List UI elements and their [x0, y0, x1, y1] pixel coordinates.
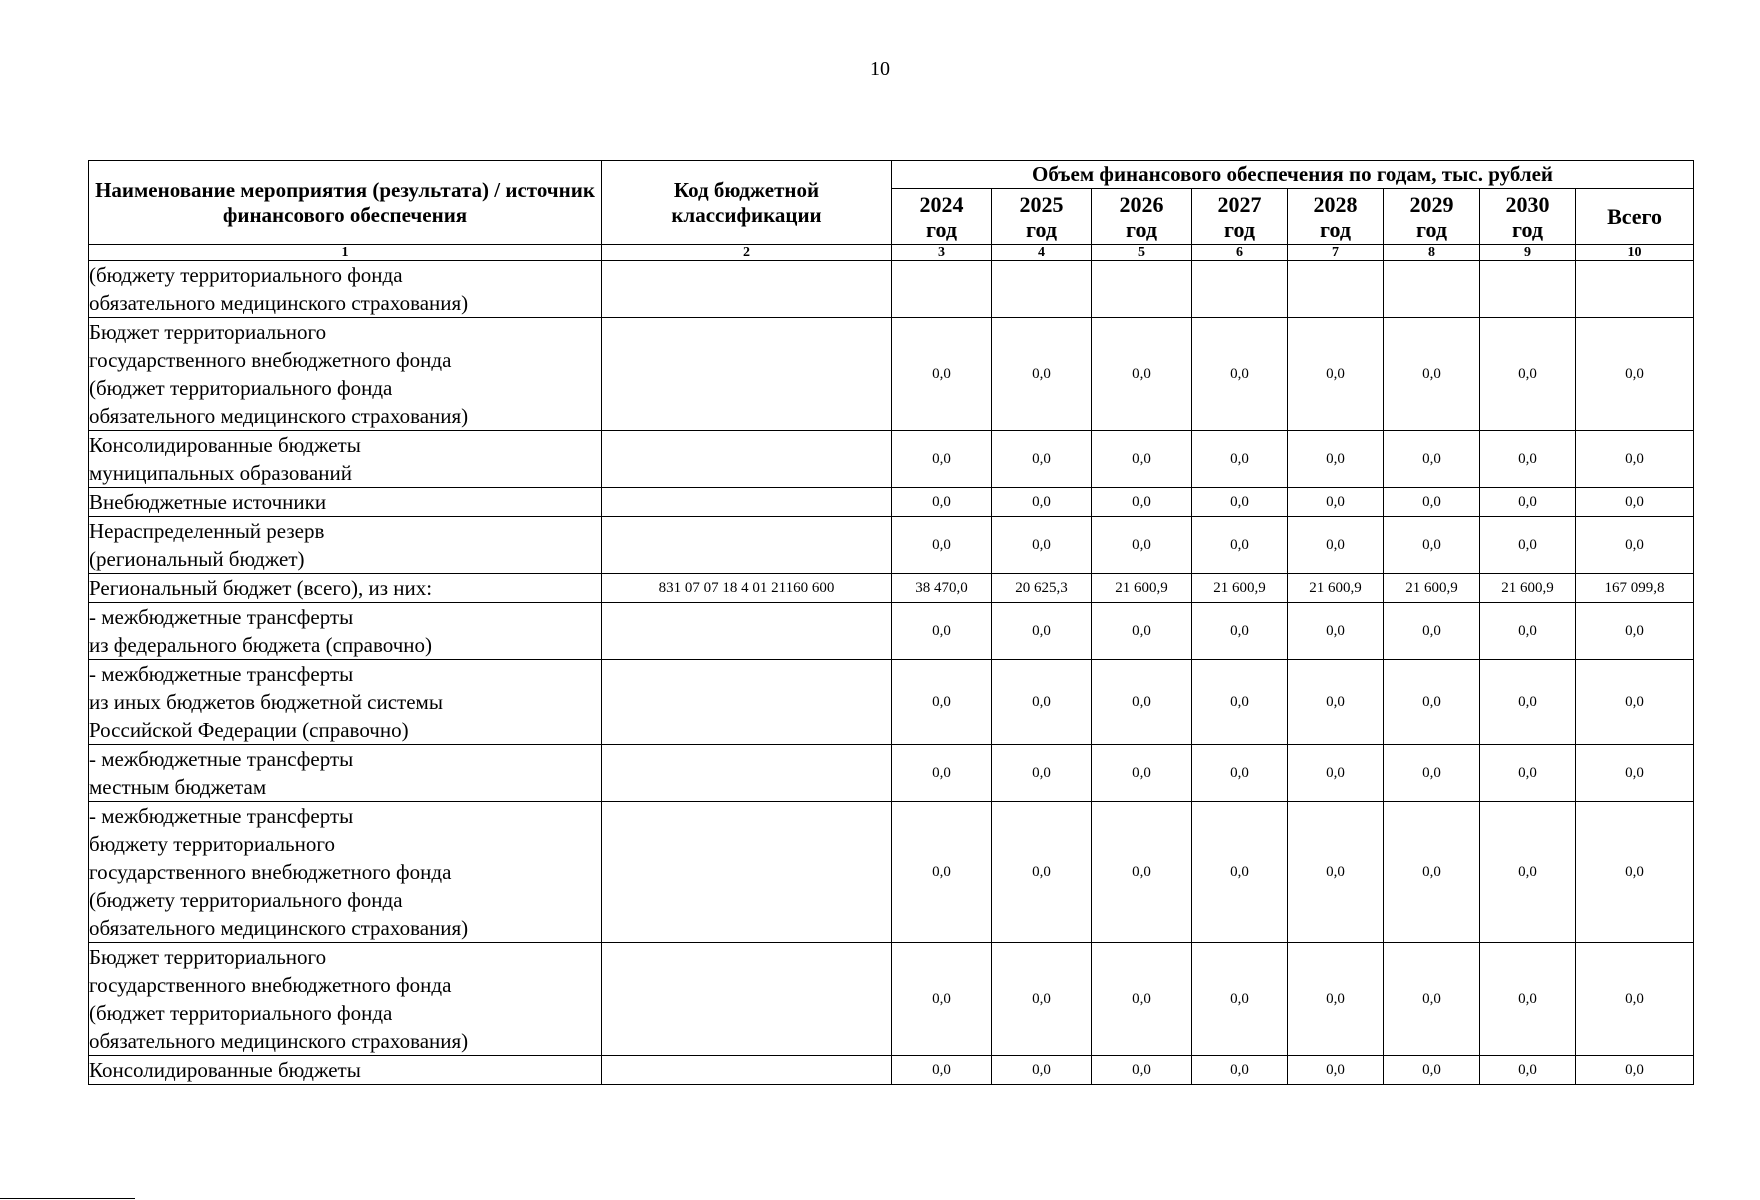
row-year-value — [1288, 261, 1384, 318]
row-year-value: 0,0 — [1480, 603, 1576, 660]
row-year-value: 0,0 — [892, 802, 992, 943]
header-year-2030: 2030 год — [1480, 189, 1576, 245]
row-total-value: 0,0 — [1576, 488, 1694, 517]
row-total-value: 0,0 — [1576, 802, 1694, 943]
row-budget-code — [602, 660, 892, 745]
column-number-row — [89, 245, 1694, 261]
row-year-value: 0,0 — [1192, 517, 1288, 574]
row-year-value: 0,0 — [1384, 603, 1480, 660]
row-total-value: 0,0 — [1576, 318, 1694, 431]
row-total-value — [1576, 261, 1694, 318]
row-year-value: 0,0 — [992, 943, 1092, 1056]
col-number: 3 — [892, 245, 992, 261]
row-year-value: 0,0 — [992, 1056, 1092, 1085]
row-name: Бюджет территориального государственного внебюджетного фонда (бюджет территориального фонда обязательного медицинского страхования) — [89, 943, 602, 1056]
row-budget-code — [602, 431, 892, 488]
row-year-value: 0,0 — [1288, 431, 1384, 488]
row-total-value: 0,0 — [1576, 943, 1694, 1056]
row-year-value — [1480, 261, 1576, 318]
col-number: 7 — [1288, 245, 1384, 261]
row-year-value: 0,0 — [1092, 517, 1192, 574]
row-year-value: 0,0 — [1288, 488, 1384, 517]
row-year-value: 21 600,9 — [1092, 574, 1192, 603]
row-year-value: 0,0 — [892, 943, 992, 1056]
row-year-value: 0,0 — [1288, 318, 1384, 431]
row-budget-code — [602, 745, 892, 802]
row-year-value: 0,0 — [1192, 488, 1288, 517]
row-year-value: 0,0 — [1384, 488, 1480, 517]
row-year-value: 0,0 — [892, 488, 992, 517]
col-number: 4 — [992, 245, 1092, 261]
row-name: - межбюджетные трансферты бюджету территориального государственного внебюджетного фонда (бюджету территориального фонда обязательного медицинского страхования) — [89, 802, 602, 943]
row-budget-code — [602, 488, 892, 517]
row-year-value: 0,0 — [1092, 660, 1192, 745]
row-budget-code — [602, 943, 892, 1056]
col-number: 9 — [1480, 245, 1576, 261]
row-year-value — [992, 261, 1092, 318]
row-name: Консолидированные бюджеты муниципальных образований — [89, 431, 602, 488]
row-budget-code — [602, 1056, 892, 1085]
row-total-value: 167 099,8 — [1576, 574, 1694, 603]
row-year-value — [892, 261, 992, 318]
row-budget-code — [602, 517, 892, 574]
row-year-value: 0,0 — [1384, 745, 1480, 802]
row-year-value: 0,0 — [992, 318, 1092, 431]
col-number: 10 — [1576, 245, 1694, 261]
row-year-value: 0,0 — [1480, 431, 1576, 488]
row-year-value: 0,0 — [892, 1056, 992, 1085]
table-row — [89, 318, 1694, 431]
row-name: Региональный бюджет (всего), из них: — [89, 574, 602, 603]
table-row — [89, 943, 1694, 1056]
row-budget-code — [602, 318, 892, 431]
row-year-value: 0,0 — [1288, 603, 1384, 660]
table-body — [89, 261, 1694, 1085]
row-year-value: 0,0 — [1288, 660, 1384, 745]
col-number: 2 — [602, 245, 892, 261]
row-year-value: 0,0 — [992, 488, 1092, 517]
row-year-value: 0,0 — [892, 660, 992, 745]
header-total: Всего — [1576, 189, 1694, 245]
row-year-value: 0,0 — [1384, 1056, 1480, 1085]
header-year-2029: 2029 год — [1384, 189, 1480, 245]
row-name: - межбюджетные трансферты из федерального бюджета (справочно) — [89, 603, 602, 660]
row-year-value: 0,0 — [1192, 943, 1288, 1056]
table-row — [89, 261, 1694, 318]
row-year-value: 0,0 — [892, 318, 992, 431]
row-year-value: 0,0 — [1092, 603, 1192, 660]
row-year-value: 0,0 — [1480, 745, 1576, 802]
table-row — [89, 517, 1694, 574]
row-year-value: 0,0 — [1192, 802, 1288, 943]
row-year-value: 0,0 — [992, 603, 1092, 660]
table-row — [89, 660, 1694, 745]
row-year-value: 0,0 — [1092, 431, 1192, 488]
row-year-value: 0,0 — [1092, 802, 1192, 943]
row-year-value: 0,0 — [1192, 603, 1288, 660]
row-year-value: 0,0 — [1384, 660, 1480, 745]
row-year-value: 0,0 — [992, 517, 1092, 574]
row-year-value: 0,0 — [992, 745, 1092, 802]
row-total-value: 0,0 — [1576, 603, 1694, 660]
table-row — [89, 603, 1694, 660]
row-budget-code — [602, 603, 892, 660]
row-year-value: 0,0 — [1288, 745, 1384, 802]
row-year-value: 0,0 — [992, 802, 1092, 943]
row-year-value: 0,0 — [1480, 943, 1576, 1056]
row-year-value: 0,0 — [1092, 745, 1192, 802]
row-year-value: 0,0 — [1384, 943, 1480, 1056]
row-name: Нераспределенный резерв (региональный бюджет) — [89, 517, 602, 574]
row-year-value: 0,0 — [1192, 660, 1288, 745]
col-number: 8 — [1384, 245, 1480, 261]
row-total-value: 0,0 — [1576, 431, 1694, 488]
table-row — [89, 1056, 1694, 1085]
col-number: 6 — [1192, 245, 1288, 261]
row-year-value: 0,0 — [1092, 318, 1192, 431]
row-year-value: 0,0 — [1288, 1056, 1384, 1085]
row-year-value: 0,0 — [1384, 318, 1480, 431]
row-year-value: 0,0 — [1384, 517, 1480, 574]
row-year-value: 0,0 — [1480, 488, 1576, 517]
table-row — [89, 488, 1694, 517]
financing-table — [88, 160, 1694, 1085]
row-year-value: 0,0 — [892, 431, 992, 488]
row-budget-code — [602, 802, 892, 943]
table-row — [89, 802, 1694, 943]
row-year-value: 0,0 — [1092, 1056, 1192, 1085]
row-year-value: 0,0 — [1480, 802, 1576, 943]
header-year-2027: 2027 год — [1192, 189, 1288, 245]
header-year-2024: 2024 год — [892, 189, 992, 245]
row-year-value — [1092, 261, 1192, 318]
row-year-value: 0,0 — [1192, 431, 1288, 488]
row-year-value: 0,0 — [1192, 318, 1288, 431]
row-year-value: 38 470,0 — [892, 574, 992, 603]
row-name: Консолидированные бюджеты — [89, 1056, 602, 1085]
row-name: - межбюджетные трансферты из иных бюджетов бюджетной системы Российской Федерации (справочно) — [89, 660, 602, 745]
table-row — [89, 574, 1694, 603]
row-budget-code: 831 07 07 18 4 01 21160 600 — [602, 574, 892, 603]
row-year-value: 21 600,9 — [1192, 574, 1288, 603]
header-row-1 — [89, 161, 1694, 189]
header-funding-group: Объем финансового обеспечения по годам, тыс. рублей — [892, 161, 1694, 189]
row-name: - межбюджетные трансферты местным бюджетам — [89, 745, 602, 802]
row-year-value: 0,0 — [1092, 943, 1192, 1056]
row-year-value: 0,0 — [1480, 517, 1576, 574]
row-budget-code — [602, 261, 892, 318]
row-year-value: 0,0 — [992, 431, 1092, 488]
row-year-value: 0,0 — [1480, 660, 1576, 745]
row-year-value: 0,0 — [992, 660, 1092, 745]
row-total-value: 0,0 — [1576, 660, 1694, 745]
row-year-value: 0,0 — [1288, 943, 1384, 1056]
table-row — [89, 431, 1694, 488]
row-year-value: 0,0 — [1480, 1056, 1576, 1085]
row-year-value: 0,0 — [1480, 318, 1576, 431]
header-year-2025: 2025 год — [992, 189, 1092, 245]
table-row — [89, 745, 1694, 802]
row-year-value: 0,0 — [892, 603, 992, 660]
row-year-value: 21 600,9 — [1288, 574, 1384, 603]
row-year-value: 0,0 — [1288, 517, 1384, 574]
header-name: Наименование мероприятия (результата) / источник финансового обеспечения — [89, 161, 602, 245]
col-number: 5 — [1092, 245, 1192, 261]
row-total-value: 0,0 — [1576, 517, 1694, 574]
col-number: 1 — [89, 245, 602, 261]
row-year-value: 0,0 — [892, 745, 992, 802]
row-name: Внебюджетные источники — [89, 488, 602, 517]
row-year-value: 0,0 — [1192, 1056, 1288, 1085]
row-year-value: 0,0 — [1092, 488, 1192, 517]
row-total-value: 0,0 — [1576, 1056, 1694, 1085]
row-year-value: 21 600,9 — [1384, 574, 1480, 603]
page-number: 10 — [870, 58, 890, 80]
header-year-2026: 2026 год — [1092, 189, 1192, 245]
row-year-value: 21 600,9 — [1480, 574, 1576, 603]
row-year-value: 0,0 — [892, 517, 992, 574]
row-year-value — [1192, 261, 1288, 318]
row-year-value: 0,0 — [1192, 745, 1288, 802]
row-name: (бюджету территориального фонда обязательного медицинского страхования) — [89, 261, 602, 318]
row-year-value: 20 625,3 — [992, 574, 1092, 603]
row-year-value: 0,0 — [1384, 431, 1480, 488]
row-year-value: 0,0 — [1384, 802, 1480, 943]
header-code: Код бюджетной классификации — [602, 161, 892, 245]
row-total-value: 0,0 — [1576, 745, 1694, 802]
footer-line — [0, 1198, 135, 1199]
header-year-2028: 2028 год — [1288, 189, 1384, 245]
row-year-value — [1384, 261, 1480, 318]
row-year-value: 0,0 — [1288, 802, 1384, 943]
row-name: Бюджет территориального государственного внебюджетного фонда (бюджет территориального фонда обязательного медицинского страхования) — [89, 318, 602, 431]
